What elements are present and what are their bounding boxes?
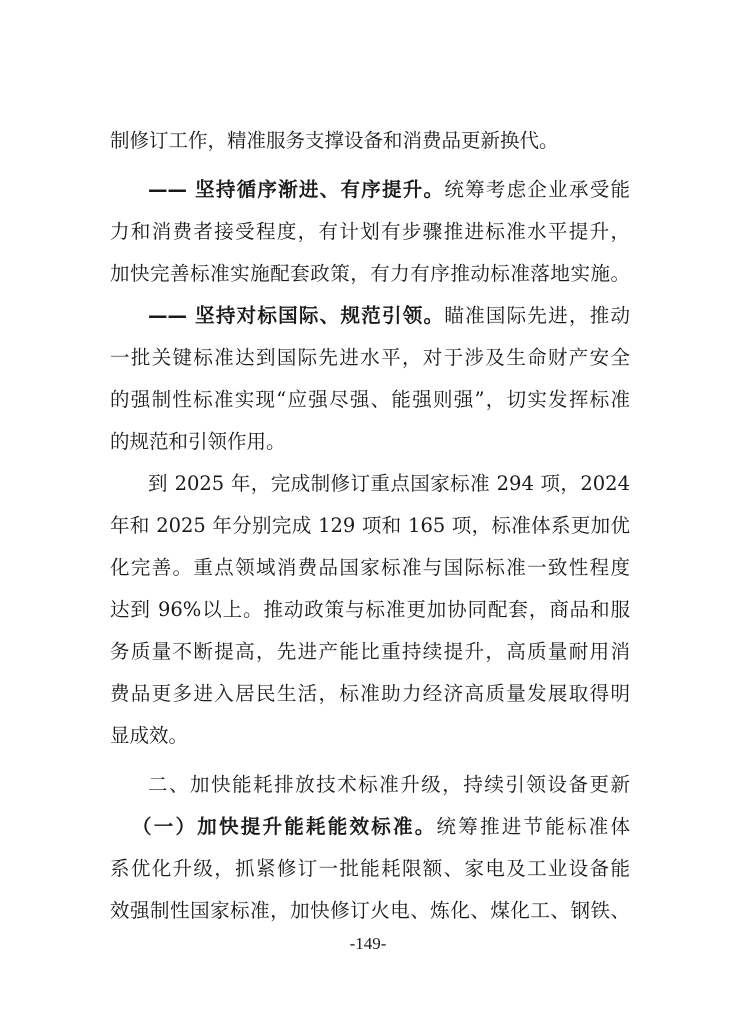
text-segment: 二、加快能耗排放技术标准升级，持续引领设备更新 xyxy=(148,773,630,796)
text-line xyxy=(110,600,630,620)
text-line xyxy=(110,432,286,452)
text-line xyxy=(110,390,630,410)
text-line xyxy=(110,684,630,704)
text-segment: 统筹推进节能标准体 xyxy=(436,815,630,838)
text-segment: 年和 2025 年分别完成 129 项和 165 项，标准体系更加优 xyxy=(110,514,630,537)
text-segment: 的强制性标准实现“应强尽强、能强则强”，切实发挥标准 xyxy=(110,388,630,411)
text-segment: 制修订工作，精准服务支撑设备和消费品更新换代。 xyxy=(110,129,559,152)
text-segment: 效强制性国家标准，加快修订火电、炼化、煤化工、钢铁、 xyxy=(110,899,630,922)
text-segment: 的规范和引领作用。 xyxy=(110,430,286,453)
text-line xyxy=(110,516,630,536)
text-segment: 系优化升级，抓紧修订一批能耗限额、家电及工业设备能 xyxy=(110,857,630,880)
text-line xyxy=(110,859,630,879)
text-segment: 显成效。 xyxy=(110,724,189,747)
text-line xyxy=(110,264,630,284)
page-number: -149- xyxy=(349,934,387,953)
bold-heading-text: —— 坚持循序渐进、有序提升。 xyxy=(148,178,445,201)
text-segment: 化完善。重点领域消费品国家标准与国际标准一致性程度 xyxy=(110,556,630,579)
text-segment: 务质量不断提高，先进产能比重持续提升，高质量耐用消 xyxy=(110,640,630,663)
text-segment: 达到 96%以上。推动政策与标准更加协同配套，商品和服 xyxy=(110,598,630,621)
text-line xyxy=(110,901,630,921)
text-line xyxy=(110,558,630,578)
text-segment: 力和消费者接受程度，有计划有步骤推进标准水平提升， xyxy=(110,220,630,243)
text-line xyxy=(110,131,559,151)
text-line xyxy=(110,642,630,662)
bold-heading-text: —— 坚持对标国际、规范引领。 xyxy=(148,304,445,327)
text-segment: 统筹考虑企业承受能 xyxy=(444,178,630,201)
text-segment: 费品更多进入居民生活，标准助力经济高质量发展取得明 xyxy=(110,682,630,705)
text-segment: 到 2025 年，完成制修订重点国家标准 294 项，2024 xyxy=(148,472,630,495)
text-line xyxy=(110,726,188,746)
text-line xyxy=(132,817,630,837)
text-segment: 瞄准国际先进，推动 xyxy=(444,304,630,327)
text-line xyxy=(110,222,630,242)
text-line xyxy=(148,474,630,494)
text-segment: 一批关键标准达到国际先进水平，对于涉及生命财产安全 xyxy=(110,346,630,369)
text-line xyxy=(148,180,630,200)
text-line xyxy=(110,348,630,368)
text-line xyxy=(148,775,630,795)
bold-heading-text: （一）加快提升能耗能效标准。 xyxy=(132,815,437,838)
text-line xyxy=(148,306,630,326)
text-segment: 加快完善标准实施配套政策，有力有序推动标准落地实施。 xyxy=(110,262,630,285)
